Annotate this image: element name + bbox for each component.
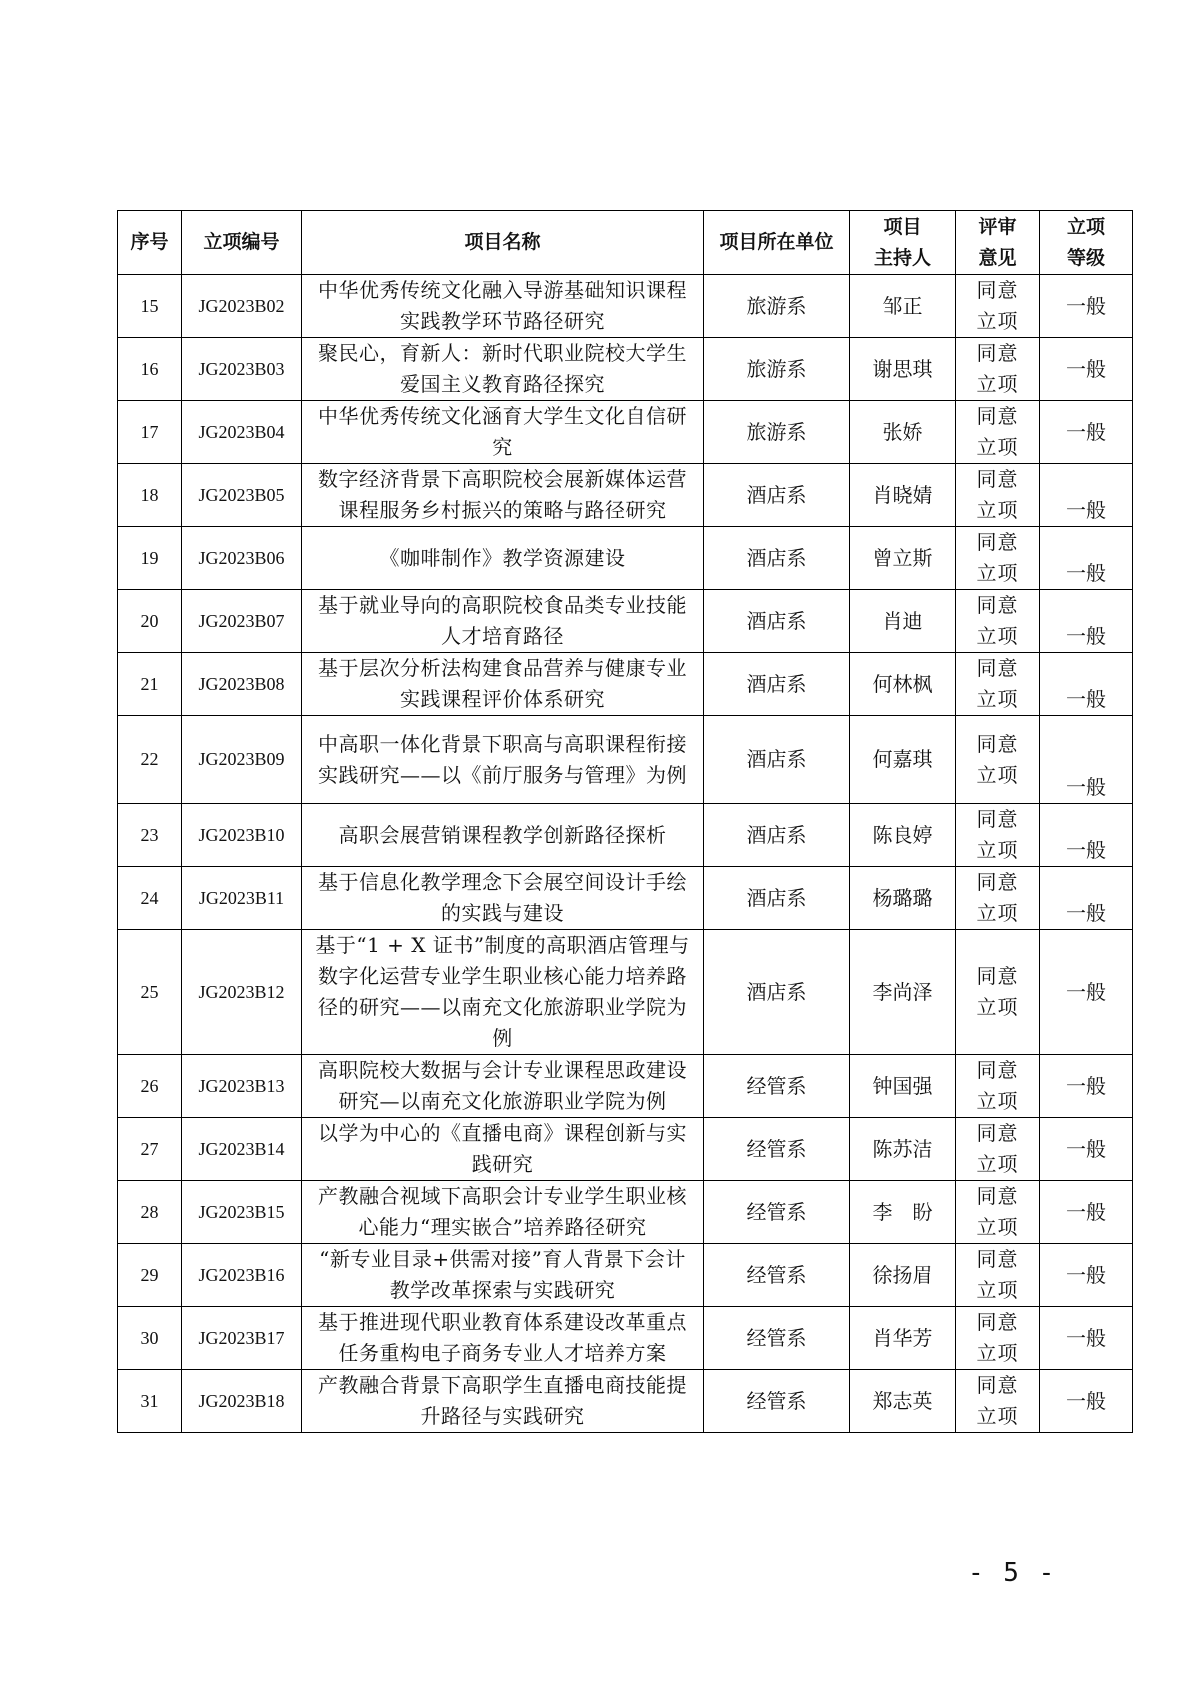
cell-opinion: [956, 338, 1040, 401]
cell-opinion: [956, 401, 1040, 464]
cell-unit: 旅游系: [704, 275, 850, 338]
table-row: [118, 464, 1133, 527]
cell-project-name: 基于“1 + X 证书”制度的高职酒店管理与数字化运营专业学生职业核心能力培养路径的研究——以南充文化旅游职业学院为例: [302, 930, 704, 1055]
table-row: [118, 338, 1133, 401]
table-header-row: [118, 211, 1133, 275]
cell-code: JG2023B13: [182, 1055, 302, 1118]
header-name: 项目名称: [302, 211, 704, 275]
opinion-line2: 立项: [976, 1152, 1019, 1176]
cell-opinion: [956, 1055, 1040, 1118]
cell-level: 一般: [1040, 1370, 1133, 1433]
table-row: [118, 716, 1133, 804]
table-row: [118, 653, 1133, 716]
cell-serial: 27: [118, 1118, 182, 1181]
cell-code: JG2023B14: [182, 1118, 302, 1181]
table-row: [118, 275, 1133, 338]
cell-opinion: [956, 804, 1040, 867]
cell-host: 钟国强: [850, 1055, 956, 1118]
opinion-line1: 同意: [976, 1121, 1019, 1145]
opinion-line2: 立项: [976, 838, 1019, 862]
table-row: [118, 1118, 1133, 1181]
opinion-line2: 立项: [976, 498, 1019, 522]
cell-host: 陈良婷: [850, 804, 956, 867]
cell-serial: 31: [118, 1370, 182, 1433]
opinion-line1: 同意: [976, 1184, 1019, 1208]
opinion-line2: 立项: [976, 1404, 1019, 1428]
cell-unit: 酒店系: [704, 930, 850, 1055]
header-host: [850, 211, 956, 275]
opinion-line2: 立项: [976, 1089, 1019, 1113]
cell-project-name: 聚民心，育新人：新时代职业院校大学生爱国主义教育路径探究: [302, 338, 704, 401]
cell-serial: 16: [118, 338, 182, 401]
table-row: [118, 1181, 1133, 1244]
cell-serial: 22: [118, 716, 182, 804]
opinion-line2: 立项: [976, 1278, 1019, 1302]
table-row: [118, 590, 1133, 653]
cell-host: 徐扬眉: [850, 1244, 956, 1307]
cell-project-name: 高职会展营销课程教学创新路径探析: [302, 804, 704, 867]
opinion-line2: 立项: [976, 435, 1019, 459]
cell-project-name: 基于层次分析法构建食品营养与健康专业实践课程评价体系研究: [302, 653, 704, 716]
cell-opinion: [956, 716, 1040, 804]
cell-code: JG2023B03: [182, 338, 302, 401]
cell-code: JG2023B04: [182, 401, 302, 464]
opinion-line1: 同意: [976, 404, 1019, 428]
cell-host: 曾立斯: [850, 527, 956, 590]
cell-code: JG2023B07: [182, 590, 302, 653]
header-level: [1040, 211, 1133, 275]
cell-opinion: [956, 1118, 1040, 1181]
opinion-line1: 同意: [976, 1373, 1019, 1397]
opinion-line1: 同意: [976, 341, 1019, 365]
opinion-line2: 立项: [976, 561, 1019, 585]
cell-serial: 28: [118, 1181, 182, 1244]
cell-project-name: 中华优秀传统文化涵育大学生文化自信研究: [302, 401, 704, 464]
cell-unit: 旅游系: [704, 338, 850, 401]
opinion-line1: 同意: [976, 731, 1019, 756]
cell-code: JG2023B08: [182, 653, 302, 716]
cell-code: JG2023B12: [182, 930, 302, 1055]
cell-host: 陈苏洁: [850, 1118, 956, 1181]
cell-serial: 24: [118, 867, 182, 930]
cell-unit: 酒店系: [704, 653, 850, 716]
cell-code: JG2023B16: [182, 1244, 302, 1307]
table-row: [118, 930, 1133, 1055]
cell-code: JG2023B10: [182, 804, 302, 867]
cell-project-name: 数字经济背景下高职院校会展新媒体运营课程服务乡村振兴的策略与路径研究: [302, 464, 704, 527]
opinion-line1: 同意: [976, 870, 1019, 894]
table-row: [118, 1055, 1133, 1118]
cell-unit: 酒店系: [704, 464, 850, 527]
cell-serial: 15: [118, 275, 182, 338]
cell-unit: 经管系: [704, 1181, 850, 1244]
cell-code: JG2023B09: [182, 716, 302, 804]
cell-opinion: [956, 930, 1040, 1055]
cell-serial: 19: [118, 527, 182, 590]
table-row: [118, 1370, 1133, 1433]
project-table: [117, 210, 1133, 1433]
cell-serial: 23: [118, 804, 182, 867]
cell-opinion: [956, 275, 1040, 338]
cell-host: 杨璐璐: [850, 867, 956, 930]
opinion-line1: 同意: [976, 1310, 1019, 1334]
cell-host: 肖迪: [850, 590, 956, 653]
cell-unit: 旅游系: [704, 401, 850, 464]
opinion-line1: 同意: [976, 593, 1019, 617]
opinion-line2: 立项: [976, 1215, 1019, 1239]
header-level-line1: 立项: [1066, 215, 1105, 238]
opinion-line2: 立项: [976, 762, 1019, 787]
header-serial: 序号: [118, 211, 182, 275]
cell-level: 一般: [1040, 1307, 1133, 1370]
opinion-line1: 同意: [976, 278, 1019, 302]
cell-code: JG2023B17: [182, 1307, 302, 1370]
cell-level: 一般: [1040, 401, 1133, 464]
cell-project-name: 基于信息化教学理念下会展空间设计手绘的实践与建设: [302, 867, 704, 930]
cell-project-name: 产教融合视域下高职会计专业学生职业核心能力“理实嵌合”培养路径研究: [302, 1181, 704, 1244]
cell-code: JG2023B02: [182, 275, 302, 338]
cell-serial: 17: [118, 401, 182, 464]
cell-host: 李 盼: [850, 1181, 956, 1244]
header-opinion-line2: 意见: [978, 246, 1017, 269]
cell-serial: 26: [118, 1055, 182, 1118]
cell-project-name: 中高职一体化背景下职高与高职课程衔接实践研究——以《前厅服务与管理》为例: [302, 716, 704, 804]
cell-project-name: 以学为中心的《直播电商》课程创新与实践研究: [302, 1118, 704, 1181]
table-row: [118, 401, 1133, 464]
header-host-line2: 主持人: [873, 246, 931, 269]
cell-project-name: 产教融合背景下高职学生直播电商技能提升路径与实践研究: [302, 1370, 704, 1433]
cell-unit: 经管系: [704, 1118, 850, 1181]
cell-serial: 20: [118, 590, 182, 653]
cell-project-name: 《咖啡制作》教学资源建设: [302, 527, 704, 590]
cell-host: 何林枫: [850, 653, 956, 716]
opinion-line1: 同意: [976, 807, 1019, 831]
cell-unit: 酒店系: [704, 716, 850, 804]
cell-level: 一般: [1040, 527, 1133, 590]
cell-opinion: [956, 464, 1040, 527]
cell-opinion: [956, 1307, 1040, 1370]
opinion-line2: 立项: [976, 901, 1019, 925]
cell-unit: 酒店系: [704, 527, 850, 590]
cell-project-name: 中华优秀传统文化融入导游基础知识课程实践教学环节路径研究: [302, 275, 704, 338]
cell-unit: 经管系: [704, 1055, 850, 1118]
cell-serial: 21: [118, 653, 182, 716]
cell-host: 肖晓婧: [850, 464, 956, 527]
cell-host: 郑志英: [850, 1370, 956, 1433]
cell-unit: 经管系: [704, 1370, 850, 1433]
header-opinion-line1: 评审: [978, 215, 1017, 238]
cell-code: JG2023B15: [182, 1181, 302, 1244]
cell-level: 一般: [1040, 1055, 1133, 1118]
opinion-line1: 同意: [976, 530, 1019, 554]
cell-level: 一般: [1040, 590, 1133, 653]
table-row: [118, 804, 1133, 867]
cell-opinion: [956, 653, 1040, 716]
cell-opinion: [956, 1181, 1040, 1244]
header-unit: 项目所在单位: [704, 211, 850, 275]
cell-level: 一般: [1040, 1118, 1133, 1181]
cell-serial: 18: [118, 464, 182, 527]
cell-unit: 经管系: [704, 1307, 850, 1370]
cell-project-name: 高职院校大数据与会计专业课程思政建设研究—以南充文化旅游职业学院为例: [302, 1055, 704, 1118]
header-host-line1: 项目: [883, 215, 922, 238]
cell-level: 一般: [1040, 1244, 1133, 1307]
header-code: 立项编号: [182, 211, 302, 275]
cell-code: JG2023B18: [182, 1370, 302, 1433]
cell-unit: 酒店系: [704, 590, 850, 653]
cell-level: 一般: [1040, 930, 1133, 1055]
cell-opinion: [956, 1244, 1040, 1307]
cell-opinion: [956, 527, 1040, 590]
cell-opinion: [956, 1370, 1040, 1433]
cell-unit: 酒店系: [704, 867, 850, 930]
cell-level: 一般: [1040, 653, 1133, 716]
header-level-line2: 等级: [1066, 246, 1105, 269]
opinion-line2: 立项: [976, 309, 1019, 333]
cell-serial: 25: [118, 930, 182, 1055]
cell-level: 一般: [1040, 464, 1133, 527]
cell-code: JG2023B06: [182, 527, 302, 590]
page-number: - 5 -: [968, 1558, 1057, 1588]
opinion-line1: 同意: [976, 1058, 1019, 1082]
cell-code: JG2023B11: [182, 867, 302, 930]
cell-host: 张娇: [850, 401, 956, 464]
opinion-line1: 同意: [976, 467, 1019, 491]
cell-unit: 经管系: [704, 1244, 850, 1307]
opinion-line2: 立项: [976, 1341, 1019, 1365]
table-row: [118, 1244, 1133, 1307]
opinion-line2: 立项: [976, 687, 1019, 711]
cell-level: 一般: [1040, 1181, 1133, 1244]
cell-opinion: [956, 867, 1040, 930]
cell-level: 一般: [1040, 867, 1133, 930]
cell-project-name: 基于推进现代职业教育体系建设改革重点任务重构电子商务专业人才培养方案: [302, 1307, 704, 1370]
cell-opinion: [956, 590, 1040, 653]
cell-level: 一般: [1040, 275, 1133, 338]
table-body: [118, 275, 1133, 1433]
cell-serial: 30: [118, 1307, 182, 1370]
cell-unit: 酒店系: [704, 804, 850, 867]
cell-host: 谢思琪: [850, 338, 956, 401]
cell-level: 一般: [1040, 804, 1133, 867]
opinion-line2: 立项: [976, 624, 1019, 648]
opinion-line1: 同意: [976, 964, 1019, 988]
cell-project-name: “新专业目录+供需对接”育人背景下会计教学改革探索与实践研究: [302, 1244, 704, 1307]
opinion-line1: 同意: [976, 1247, 1019, 1271]
opinion-line2: 立项: [976, 995, 1019, 1019]
table-row: [118, 867, 1133, 930]
opinion-line1: 同意: [976, 656, 1019, 680]
cell-host: 李尚泽: [850, 930, 956, 1055]
cell-code: JG2023B05: [182, 464, 302, 527]
cell-host: 肖华芳: [850, 1307, 956, 1370]
header-opinion: [956, 211, 1040, 275]
cell-project-name: 基于就业导向的高职院校食品类专业技能人才培育路径: [302, 590, 704, 653]
cell-host: 何嘉琪: [850, 716, 956, 804]
cell-level: 一般: [1040, 338, 1133, 401]
cell-host: 邹正: [850, 275, 956, 338]
cell-level: 一般: [1040, 716, 1133, 804]
table-row: [118, 527, 1133, 590]
table-row: [118, 1307, 1133, 1370]
cell-serial: 29: [118, 1244, 182, 1307]
opinion-line2: 立项: [976, 372, 1019, 396]
